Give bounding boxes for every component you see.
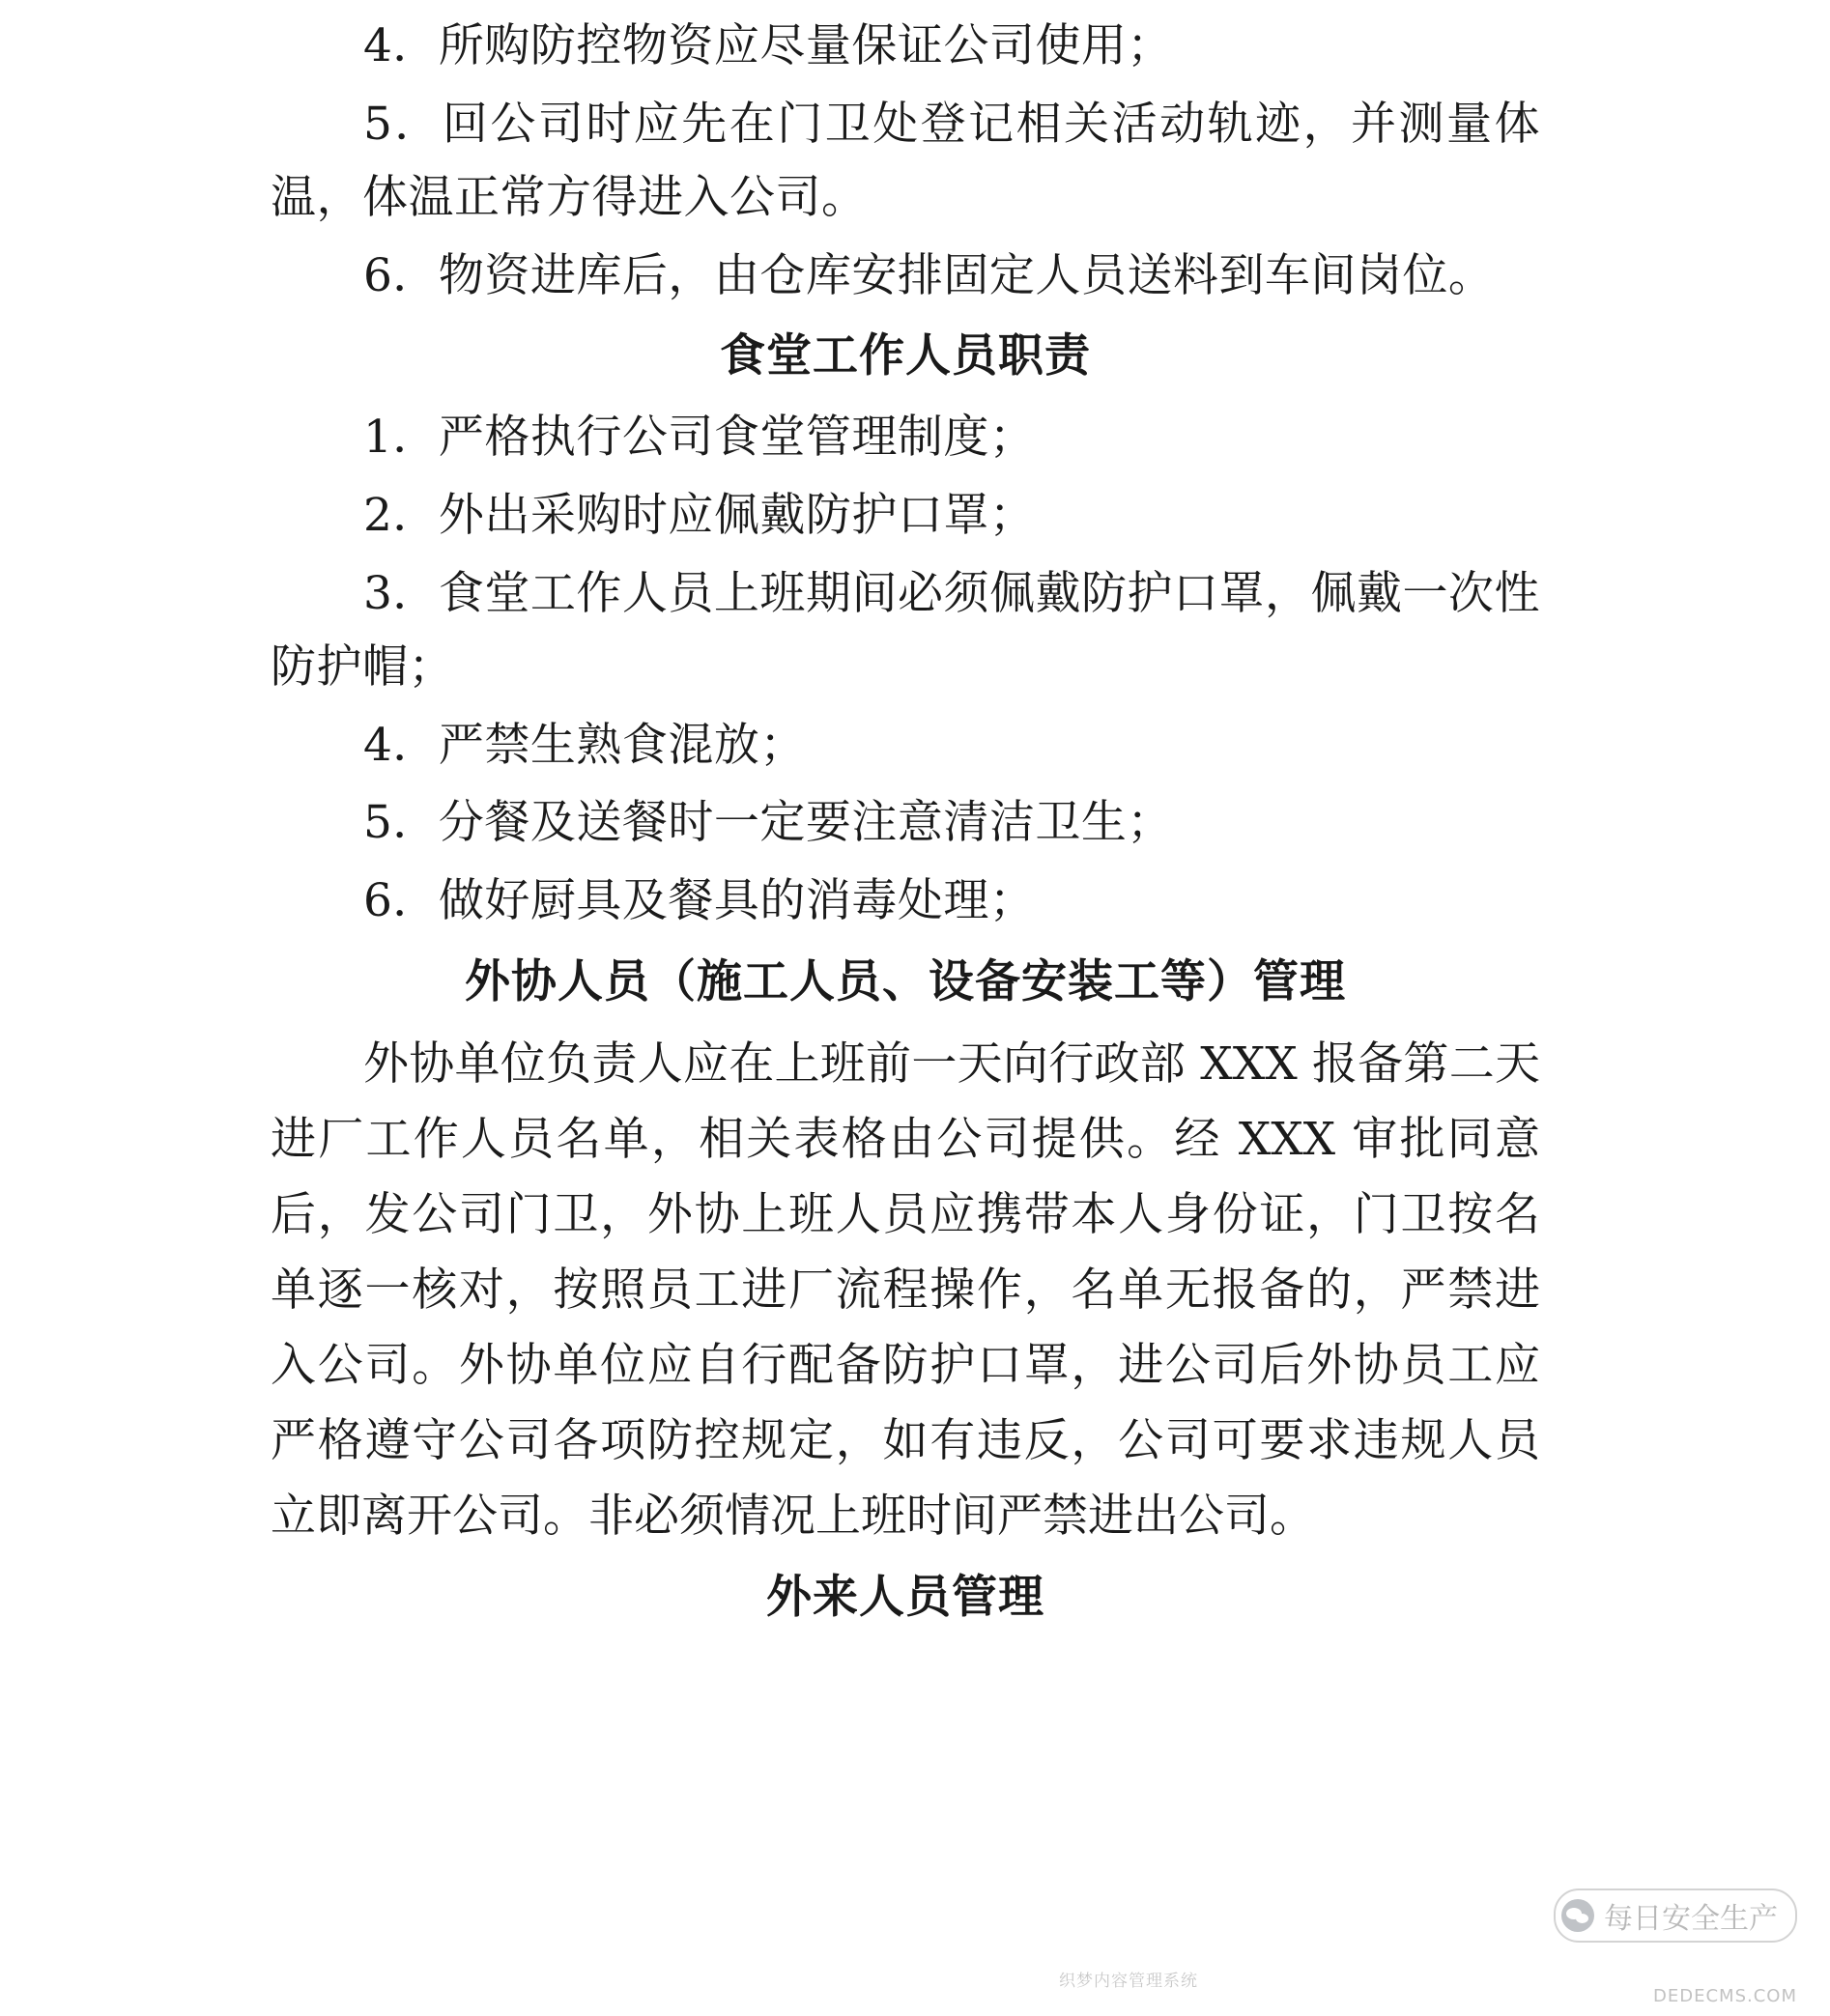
wechat-watermark <box>1554 1888 1797 1943</box>
list-item: 6．物资进库后，由仓库安排固定人员送料到车间岗位。 <box>363 248 1495 302</box>
list-item: 5．回公司时应先在门卫处登记相关活动轨迹，并测量体温，体温正常方得进入公司。 <box>271 97 1540 225</box>
section-heading-visitors: 外来人员管理 <box>766 1570 1044 1624</box>
list-item: 4．所购防控物资应尽量保证公司使用； <box>363 19 1173 72</box>
list-item: 3．食堂工作人员上班期间必须佩戴防护口罩，佩戴一次性防护帽； <box>271 566 1540 695</box>
section-heading-canteen: 食堂工作人员职责 <box>720 329 1091 383</box>
watermark-right-note: DEDECMS.COM <box>1653 1986 1797 2006</box>
list-item: 5．分餐及送餐时一定要注意清洁卫生； <box>363 796 1173 850</box>
section-heading-outsourced: 外协人员（施工人员、设备安装工等）管理 <box>465 954 1346 1008</box>
wechat-badge <box>1554 1888 1797 1943</box>
list-item: 6．做好厨具及餐具的消毒处理； <box>363 874 1036 928</box>
list-item: 4．严禁生熟食混放； <box>363 718 806 772</box>
wechat-icon <box>1561 1899 1594 1932</box>
wechat-label: 每日安全生产 <box>1604 1902 1778 1936</box>
watermark-left-note: 织梦内容管理系统 <box>1059 1972 1198 1991</box>
list-item: 2．外出采购时应佩戴防护口罩； <box>363 489 1036 542</box>
list-item: 1．严格执行公司食堂管理制度； <box>363 411 1036 465</box>
body-paragraph: 外协单位负责人应在上班前一天向行政部 XXX 报备第二天进厂工作人员名单，相关表格由公司提供。经 XXX 审批同意后，发公司门卫，外协上班人员应携带本人身份证，门卫按名单逐一核对，按照员工进厂流程操作，名单无报备的，严禁进入公司。外协单位应自行配备防护口罩，进公司后外协员工应严格遵守公司各项防控规定，如有违反，公司可要求违规人员立即离开公司。非必须情况上班时间严禁进出公司。 <box>271 1036 1540 1543</box>
